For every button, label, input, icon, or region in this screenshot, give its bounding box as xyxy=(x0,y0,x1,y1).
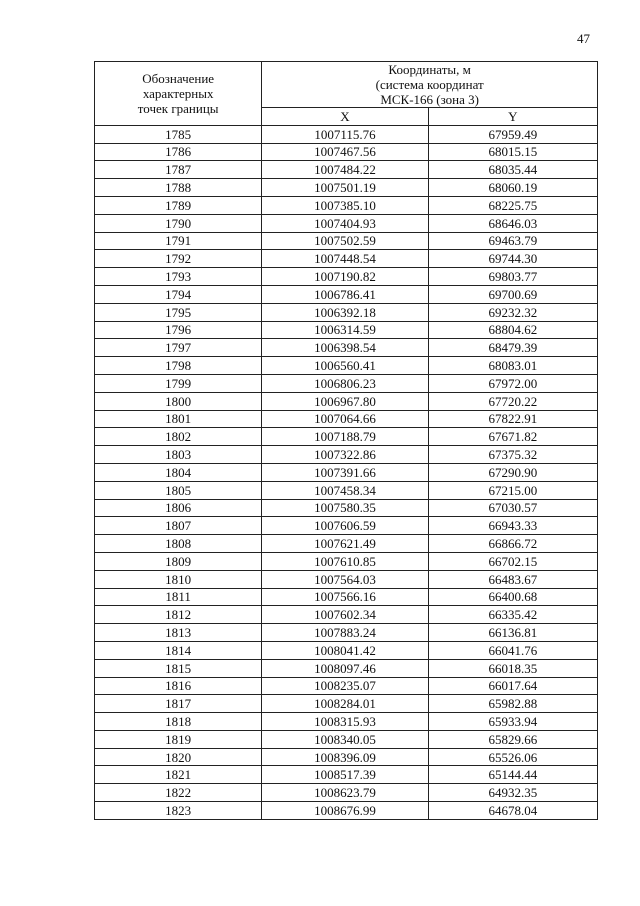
x-coordinate-cell: 1007883.24 xyxy=(262,624,428,642)
y-coordinate-cell: 66136.81 xyxy=(428,624,597,642)
x-coordinate-cell: 1006392.18 xyxy=(262,303,428,321)
table-row xyxy=(95,748,598,766)
table-row xyxy=(95,802,598,820)
y-coordinate-cell: 66702.15 xyxy=(428,552,597,570)
y-coordinate-cell: 68804.62 xyxy=(428,321,597,339)
point-number-cell: 1794 xyxy=(95,285,262,303)
table-row xyxy=(95,463,598,481)
x-coordinate-cell: 1007484.22 xyxy=(262,161,428,179)
y-coordinate-cell: 66018.35 xyxy=(428,659,597,677)
point-number-cell: 1797 xyxy=(95,339,262,357)
x-coordinate-cell: 1007385.10 xyxy=(262,196,428,214)
y-coordinate-cell: 65526.06 xyxy=(428,748,597,766)
point-number-cell: 1785 xyxy=(95,125,262,143)
point-number-cell: 1822 xyxy=(95,784,262,802)
y-coordinate-cell: 66483.67 xyxy=(428,570,597,588)
y-coordinate-cell: 65982.88 xyxy=(428,695,597,713)
y-coordinate-cell: 69744.30 xyxy=(428,250,597,268)
point-number-cell: 1790 xyxy=(95,214,262,232)
table-row xyxy=(95,713,598,731)
table-row xyxy=(95,268,598,286)
y-coordinate-cell: 66041.76 xyxy=(428,641,597,659)
point-number-cell: 1823 xyxy=(95,802,262,820)
table-row xyxy=(95,357,598,375)
x-coordinate-cell: 1007502.59 xyxy=(262,232,428,250)
point-number-cell: 1812 xyxy=(95,606,262,624)
table-row xyxy=(95,161,598,179)
y-coordinate-cell: 67671.82 xyxy=(428,428,597,446)
table-row xyxy=(95,285,598,303)
point-header-line: точек границы xyxy=(137,100,219,116)
table-row xyxy=(95,552,598,570)
table-row xyxy=(95,730,598,748)
y-coordinate-cell: 66943.33 xyxy=(428,517,597,535)
table-row xyxy=(95,250,598,268)
table-row xyxy=(95,321,598,339)
coordinates-header xyxy=(262,62,598,108)
x-coordinate-cell: 1008041.42 xyxy=(262,641,428,659)
point-designation-header xyxy=(95,62,262,126)
x-coordinate-cell: 1006314.59 xyxy=(262,321,428,339)
table-row xyxy=(95,499,598,517)
point-number-cell: 1802 xyxy=(95,428,262,446)
table-row xyxy=(95,303,598,321)
table-row xyxy=(95,339,598,357)
y-coordinate-cell: 66335.42 xyxy=(428,606,597,624)
table-row xyxy=(95,214,598,232)
y-coordinate-cell: 68035.44 xyxy=(428,161,597,179)
point-number-cell: 1791 xyxy=(95,232,262,250)
point-number-cell: 1809 xyxy=(95,552,262,570)
x-coordinate-cell: 1007602.34 xyxy=(262,606,428,624)
y-coordinate-cell: 69803.77 xyxy=(428,268,597,286)
point-number-cell: 1817 xyxy=(95,695,262,713)
point-number-cell: 1804 xyxy=(95,463,262,481)
table-row xyxy=(95,535,598,553)
point-number-cell: 1796 xyxy=(95,321,262,339)
y-coordinate-cell: 67959.49 xyxy=(428,125,597,143)
y-coordinate-cell: 69232.32 xyxy=(428,303,597,321)
point-number-cell: 1788 xyxy=(95,179,262,197)
x-coordinate-cell: 1008315.93 xyxy=(262,713,428,731)
y-coordinate-cell: 67215.00 xyxy=(428,481,597,499)
point-number-cell: 1815 xyxy=(95,659,262,677)
x-coordinate-cell: 1006786.41 xyxy=(262,285,428,303)
x-coordinate-cell: 1008235.07 xyxy=(262,677,428,695)
x-coordinate-cell: 1007115.76 xyxy=(262,125,428,143)
table-row xyxy=(95,570,598,588)
point-header-line: Обозначение xyxy=(142,70,215,86)
point-number-cell: 1813 xyxy=(95,624,262,642)
y-coordinate-cell: 68083.01 xyxy=(428,357,597,375)
x-column-header: X xyxy=(262,108,428,126)
x-coordinate-cell: 1007501.19 xyxy=(262,179,428,197)
page-number: 47 xyxy=(577,31,590,46)
x-coordinate-cell: 1008097.46 xyxy=(262,659,428,677)
table-row xyxy=(95,392,598,410)
y-coordinate-cell: 65933.94 xyxy=(428,713,597,731)
y-coordinate-cell: 64678.04 xyxy=(428,802,597,820)
table-row xyxy=(95,588,598,606)
x-coordinate-cell: 1007322.86 xyxy=(262,446,428,464)
point-number-cell: 1800 xyxy=(95,392,262,410)
point-number-cell: 1792 xyxy=(95,250,262,268)
point-number-cell: 1795 xyxy=(95,303,262,321)
table-row xyxy=(95,677,598,695)
point-number-cell: 1811 xyxy=(95,588,262,606)
y-coordinate-cell: 68015.15 xyxy=(428,143,597,161)
x-coordinate-cell: 1007064.66 xyxy=(262,410,428,428)
table-row xyxy=(95,232,598,250)
x-coordinate-cell: 1007610.85 xyxy=(262,552,428,570)
table-row xyxy=(95,695,598,713)
y-coordinate-cell: 67290.90 xyxy=(428,463,597,481)
x-coordinate-cell: 1006806.23 xyxy=(262,374,428,392)
table-row xyxy=(95,410,598,428)
y-coordinate-cell: 67375.32 xyxy=(428,446,597,464)
x-coordinate-cell: 1006560.41 xyxy=(262,357,428,375)
x-coordinate-cell: 1007564.03 xyxy=(262,570,428,588)
point-number-cell: 1803 xyxy=(95,446,262,464)
table-row xyxy=(95,606,598,624)
point-number-cell: 1806 xyxy=(95,499,262,517)
point-number-cell: 1807 xyxy=(95,517,262,535)
table-row xyxy=(95,125,598,143)
y-coordinate-cell: 68479.39 xyxy=(428,339,597,357)
y-coordinate-cell: 66400.68 xyxy=(428,588,597,606)
table-row xyxy=(95,179,598,197)
x-coordinate-cell: 1006398.54 xyxy=(262,339,428,357)
table-row xyxy=(95,766,598,784)
y-coordinate-cell: 67972.00 xyxy=(428,374,597,392)
point-number-cell: 1816 xyxy=(95,677,262,695)
point-number-cell: 1814 xyxy=(95,641,262,659)
point-number-cell: 1793 xyxy=(95,268,262,286)
y-coordinate-cell: 66866.72 xyxy=(428,535,597,553)
x-coordinate-cell: 1008340.05 xyxy=(262,730,428,748)
coords-header-line: (система координат xyxy=(375,77,484,92)
x-coordinate-cell: 1007458.34 xyxy=(262,481,428,499)
x-coordinate-cell: 1008623.79 xyxy=(262,784,428,802)
point-number-cell: 1787 xyxy=(95,161,262,179)
point-number-cell: 1818 xyxy=(95,713,262,731)
point-number-cell: 1786 xyxy=(95,143,262,161)
y-coordinate-cell: 69700.69 xyxy=(428,285,597,303)
x-coordinate-cell: 1007566.16 xyxy=(262,588,428,606)
table-row xyxy=(95,446,598,464)
y-coordinate-cell: 67030.57 xyxy=(428,499,597,517)
table-row xyxy=(95,641,598,659)
table-row xyxy=(95,374,598,392)
x-coordinate-cell: 1008517.39 xyxy=(262,766,428,784)
y-coordinate-cell: 68060.19 xyxy=(428,179,597,197)
y-column-header: Y xyxy=(428,108,597,126)
coords-header-line: МСК-166 (зона 3) xyxy=(380,92,479,107)
coords-header-line: Координаты, м xyxy=(388,62,471,77)
y-coordinate-cell: 69463.79 xyxy=(428,232,597,250)
x-coordinate-cell: 1008396.09 xyxy=(262,748,428,766)
table-row xyxy=(95,624,598,642)
y-coordinate-cell: 65144.44 xyxy=(428,766,597,784)
point-number-cell: 1808 xyxy=(95,535,262,553)
table-row xyxy=(95,517,598,535)
point-number-cell: 1810 xyxy=(95,570,262,588)
table-row xyxy=(95,428,598,446)
table-body xyxy=(95,125,598,819)
x-coordinate-cell: 1007580.35 xyxy=(262,499,428,517)
y-coordinate-cell: 68225.75 xyxy=(428,196,597,214)
x-coordinate-cell: 1007621.49 xyxy=(262,535,428,553)
x-coordinate-cell: 1007448.54 xyxy=(262,250,428,268)
x-coordinate-cell: 1007404.93 xyxy=(262,214,428,232)
table-row xyxy=(95,659,598,677)
y-coordinate-cell: 65829.66 xyxy=(428,730,597,748)
point-number-cell: 1819 xyxy=(95,730,262,748)
point-number-cell: 1820 xyxy=(95,748,262,766)
point-number-cell: 1805 xyxy=(95,481,262,499)
point-number-cell: 1789 xyxy=(95,196,262,214)
y-coordinate-cell: 66017.64 xyxy=(428,677,597,695)
y-coordinate-cell: 67822.91 xyxy=(428,410,597,428)
point-header-line: характерных xyxy=(142,85,214,101)
x-coordinate-cell: 1006967.80 xyxy=(262,392,428,410)
table-row xyxy=(95,196,598,214)
point-number-cell: 1821 xyxy=(95,766,262,784)
point-number-cell: 1799 xyxy=(95,374,262,392)
x-coordinate-cell: 1007188.79 xyxy=(262,428,428,446)
x-coordinate-cell: 1007606.59 xyxy=(262,517,428,535)
x-coordinate-cell: 1007190.82 xyxy=(262,268,428,286)
x-coordinate-cell: 1008676.99 xyxy=(262,802,428,820)
x-coordinate-cell: 1007467.56 xyxy=(262,143,428,161)
table-header-row xyxy=(95,62,598,108)
x-coordinate-cell: 1008284.01 xyxy=(262,695,428,713)
table-row xyxy=(95,143,598,161)
y-coordinate-cell: 68646.03 xyxy=(428,214,597,232)
point-number-cell: 1801 xyxy=(95,410,262,428)
table-row xyxy=(95,481,598,499)
y-coordinate-cell: 64932.35 xyxy=(428,784,597,802)
coordinates-table xyxy=(94,61,598,820)
x-coordinate-cell: 1007391.66 xyxy=(262,463,428,481)
table-row xyxy=(95,784,598,802)
point-number-cell: 1798 xyxy=(95,357,262,375)
y-coordinate-cell: 67720.22 xyxy=(428,392,597,410)
